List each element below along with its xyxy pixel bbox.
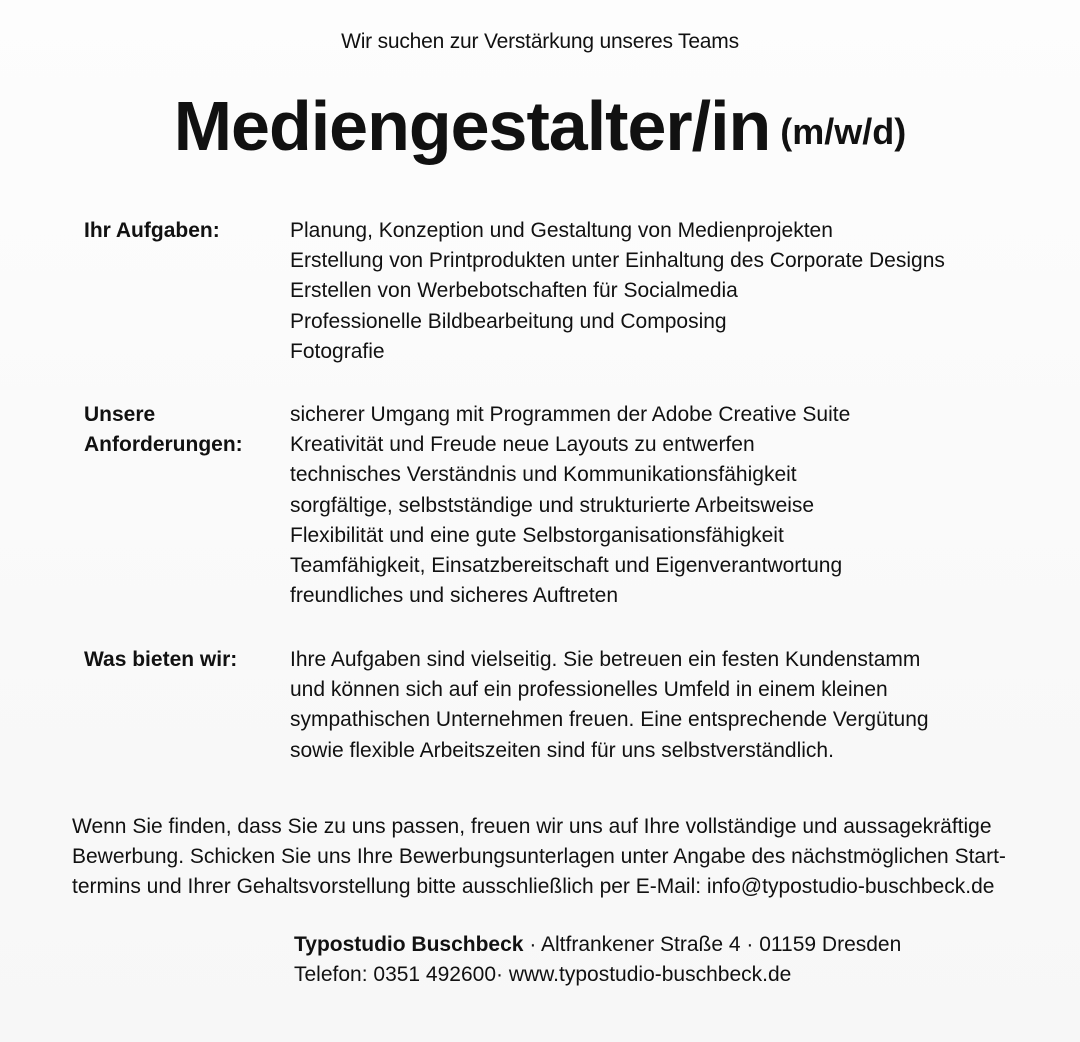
section-requirements-label bbox=[84, 400, 284, 460]
application-line: termins und Ihrer Gehaltsvorstellung bitte ausschließlich per E-Mail: info@typostudio-buschbeck.de bbox=[72, 875, 995, 899]
section-offer-label-line: Was bieten wir: bbox=[84, 648, 238, 671]
requirement-item: Flexibilität und eine gute Selbstorganisationsfähigkeit bbox=[290, 523, 784, 547]
job-title-gender-suffix: (m/w/d) bbox=[780, 111, 907, 152]
task-item: Professionelle Bildbearbeitung und Composing bbox=[290, 309, 727, 333]
company-name: Typostudio Buschbeck bbox=[294, 933, 524, 956]
company-info bbox=[294, 930, 1014, 990]
task-item: Erstellung von Printprodukten unter Einhaltung des Corporate Designs bbox=[290, 249, 945, 273]
section-tasks-label bbox=[84, 216, 284, 246]
section-offer-text bbox=[290, 645, 1010, 766]
application-paragraph bbox=[72, 812, 1022, 903]
section-requirements-list bbox=[290, 400, 1010, 611]
offer-line: Ihre Aufgaben sind vielseitig. Sie betreuen ein festen Kundenstamm bbox=[290, 648, 921, 671]
company-contact: Telefon: 0351 492600· www.typostudio-buschbeck.de bbox=[294, 963, 792, 987]
job-title bbox=[0, 86, 1080, 166]
section-tasks-label-line: Ihr Aufgaben: bbox=[84, 219, 220, 242]
company-address-line bbox=[294, 930, 1014, 960]
section-requirements-label-line: Anforderungen: bbox=[84, 433, 243, 457]
requirement-item: sorgfältige, selbstständige und strukturierte Arbeitsweise bbox=[290, 493, 815, 517]
company-address: · Altfrankener Straße 4 · 01159 Dresden bbox=[523, 933, 902, 956]
offer-line: sowie flexible Arbeitszeiten sind für uns selbstverständlich. bbox=[290, 738, 834, 762]
task-item: Fotografie bbox=[290, 339, 385, 363]
application-line: Bewerbung. Schicken Sie uns Ihre Bewerbungsunterlagen unter Angabe des nächstmöglichen Start- bbox=[72, 845, 1006, 869]
requirement-item: freundliches und sicheres Auftreten bbox=[290, 584, 619, 608]
requirement-item: Teamfähigkeit, Einsatzbereitschaft und Eigenverantwortung bbox=[290, 554, 843, 578]
section-requirements-label-line: Unsere bbox=[84, 403, 156, 426]
task-item: Erstellen von Werbebotschaften für Socialmedia bbox=[290, 279, 738, 303]
application-line: Wenn Sie finden, dass Sie zu uns passen, freuen wir uns auf Ihre vollständige und aussagekräftige bbox=[72, 815, 992, 838]
requirement-item: Kreativität und Freude neue Layouts zu entwerfen bbox=[290, 433, 755, 457]
offer-line: und können sich auf ein professionelles Umfeld in einem kleinen bbox=[290, 678, 888, 702]
section-offer-label bbox=[84, 645, 284, 675]
intro-line: Wir suchen zur Verstärkung unseres Teams bbox=[341, 30, 739, 53]
requirement-item: technisches Verständnis und Kommunikationsfähigkeit bbox=[290, 463, 797, 487]
section-tasks-list bbox=[290, 216, 1010, 367]
job-title-main: Mediengestalter/in bbox=[173, 87, 771, 165]
task-item: Planung, Konzeption und Gestaltung von Medienprojekten bbox=[290, 219, 833, 242]
offer-line: sympathischen Unternehmen freuen. Eine entsprechende Vergütung bbox=[290, 708, 929, 732]
requirement-item: sicherer Umgang mit Programmen der Adobe Creative Suite bbox=[290, 403, 851, 426]
